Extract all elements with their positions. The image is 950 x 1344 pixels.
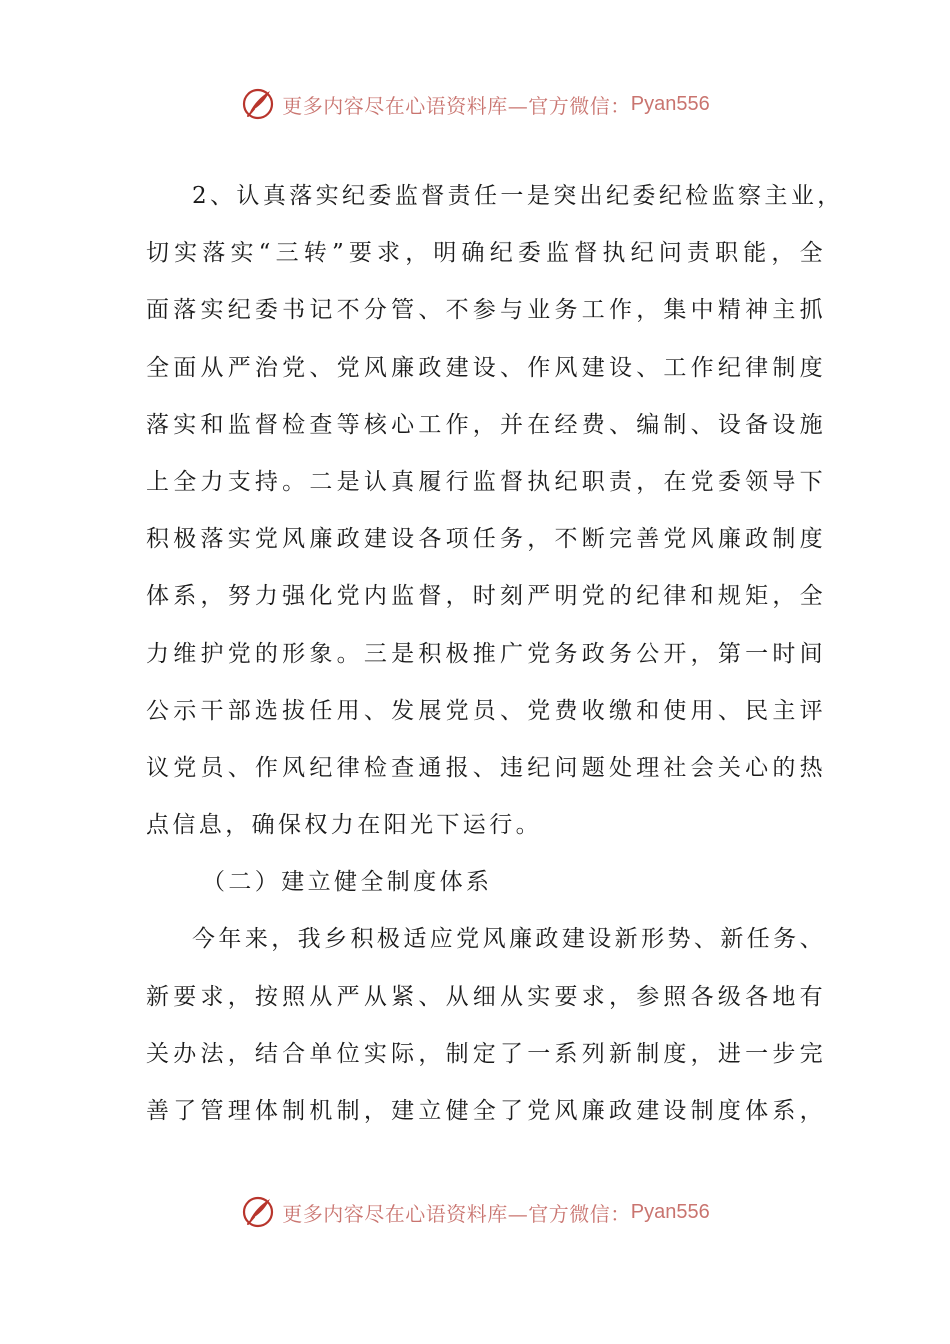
paragraph-line: 关办法，结合单位实际，制定了一系列新制度，进一步完 xyxy=(146,1040,826,1067)
paragraph-line: 积极落实党风廉政建设各项任务，不断完善党风廉政制度 xyxy=(146,526,826,553)
footer-banner xyxy=(0,1190,950,1234)
quill-logo-icon xyxy=(240,1194,276,1230)
banner-text: 更多内容尽在心语资料库—官方微信： xyxy=(282,93,631,118)
paragraph-line: 2、认真落实纪委监督责任一是突出纪委纪检监察主业， xyxy=(192,183,844,209)
banner-wechat-id: Pyan556 xyxy=(630,92,710,115)
paragraph-line: 全面从严治党、党风廉政建设、作风建设、工作纪律制度 xyxy=(146,354,826,381)
banner-wechat-id: Pyan556 xyxy=(630,1200,710,1223)
paragraph-line: 力维护党的形象。三是积极推广党务政务公开，第一时间 xyxy=(146,640,826,667)
paragraph-line: 新要求，按照从严从紧、从细从实要求，参照各级各地有 xyxy=(146,983,826,1010)
paragraph-line: 点信息，确保权力在阳光下运行。 xyxy=(146,812,542,839)
paragraph-line: 公示干部选拔任用、发展党员、党费收缴和使用、民主评 xyxy=(146,697,826,724)
paragraph-line: 上全力支持。二是认真履行监督执纪职责，在党委领导下 xyxy=(146,468,826,495)
paragraph-line: 今年来，我乡积极适应党风廉政建设新形势、新任务、 xyxy=(192,926,826,953)
section-heading: （二）建立健全制度体系 xyxy=(202,869,493,896)
header-banner xyxy=(0,82,950,126)
paragraph-line: 议党员、作风纪律检查通报、违纪问题处理社会关心的热 xyxy=(146,754,826,781)
paragraph-line: 切实落实“三转”要求，明确纪委监督执纪问责职能，全 xyxy=(146,240,826,267)
banner-text: 更多内容尽在心语资料库—官方微信： xyxy=(282,1201,631,1226)
paragraph-line: 落实和监督检查等核心工作，并在经费、编制、设备设施 xyxy=(146,411,826,438)
document-body xyxy=(146,168,844,1140)
quill-logo-icon xyxy=(240,86,276,122)
paragraph-line: 体系，努力强化党内监督，时刻严明党的纪律和规矩，全 xyxy=(146,583,826,610)
paragraph-line: 面落实纪委书记不分管、不参与业务工作，集中精神主抓 xyxy=(146,297,826,324)
paragraph-line: 善了管理体制机制，建立健全了党风廉政建设制度体系， xyxy=(146,1098,826,1124)
